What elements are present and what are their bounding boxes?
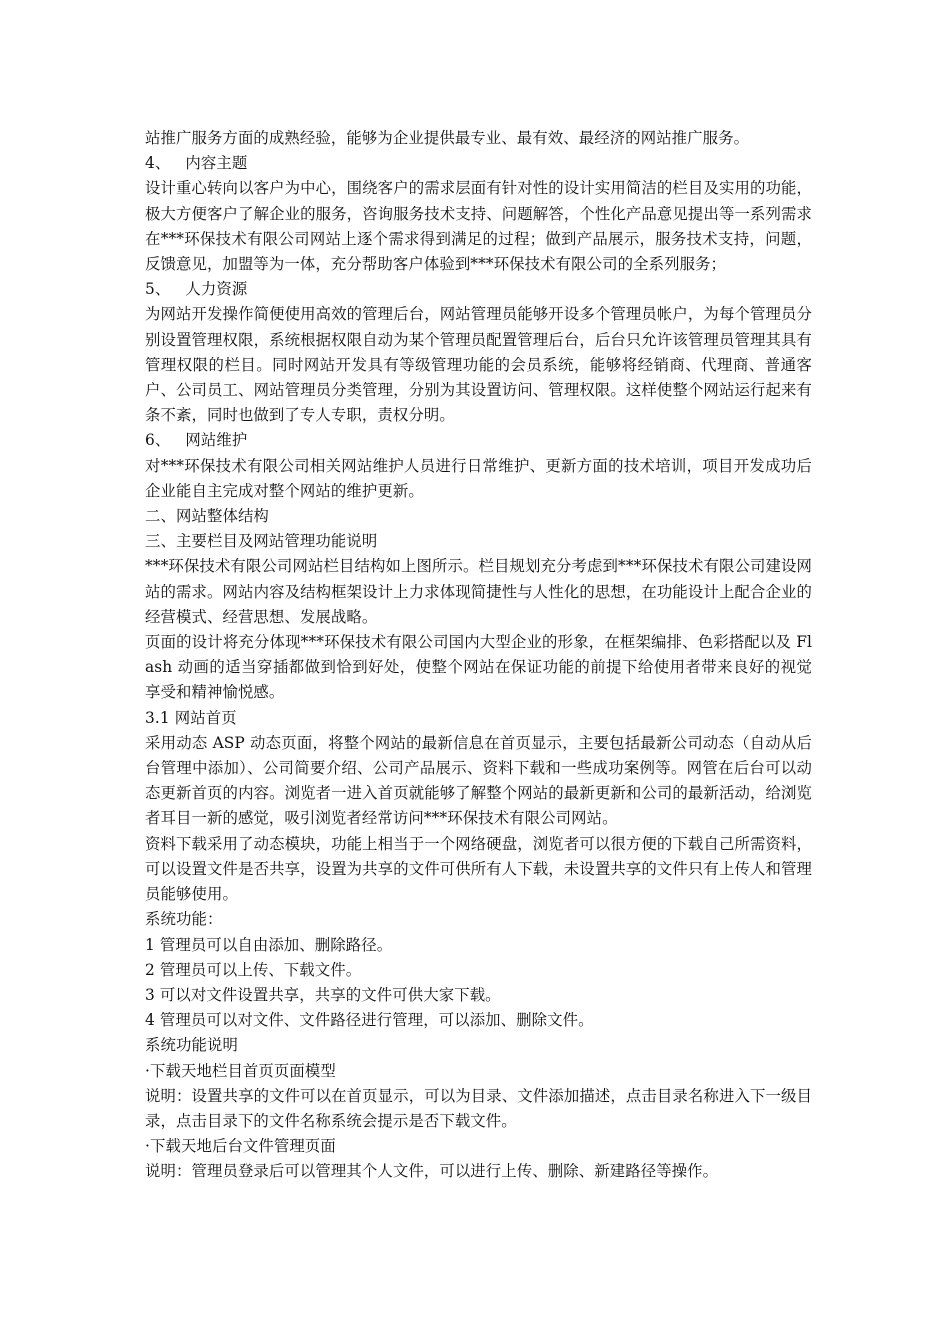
- paragraph-content-theme: 设计重心转向以客户为中心，围绕客户的需求层面有针对性的设计实用简洁的栏目及实用的功能，极大方便客户了解企业的服务，咨询服务技术支持、问题解答，个性化产品意见提出等一系列需求在***环保技术有限公司网站上逐个需求得到满足的过程；做到产品展示，服务技术支持，问题，反馈意见，加盟等为一体，充分帮助客户体验到***环保技术有限公司的全系列服务；: [145, 179, 812, 274]
- list-item-function-3: 3 可以对文件设置共享，共享的文件可供大家下载。: [145, 985, 501, 1004]
- heading-human-resources: 5、 人力资源: [145, 280, 248, 299]
- list-item-function-4: 4 管理员可以对文件、文件路径进行管理，可以添加、删除文件。: [145, 1011, 594, 1030]
- paragraph-download-module: 资料下载采用了动态模块，功能上相当于一个网络硬盘，浏览者可以很方便的下载自己所需资料，可以设置文件是否共享，设置为共享的文件可供所有人下载，未设置共享的文件只有上传人和管理员能够使用。: [145, 834, 812, 904]
- heading-site-structure: 二、网站整体结构: [145, 507, 269, 526]
- heading-main-columns: 三、主要栏目及网站管理功能说明: [145, 532, 378, 551]
- heading-download-homepage-model: ·下载天地栏目首页页面模型: [145, 1061, 336, 1080]
- heading-download-admin-page: ·下载天地后台文件管理页面: [145, 1137, 336, 1156]
- heading-system-functions: 系统功能：: [145, 910, 223, 929]
- list-item-function-1: 1 管理员可以自由添加、删除路径。: [145, 935, 393, 954]
- paragraph-human-resources: 为网站开发操作简便使用高效的管理后台，网站管理员能够开设多个管理员帐户，为每个管理员分别设置管理权限，系统根据权限自动为某个管理员配置管理后台，后台只允许该管理员管理其具有管理权限的栏目。同时网站开发具有等级管理功能的会员系统，能够将经销商、代理商、普通客户、公司员工、网站管理员分类管理，分别为其设置访问、管理权限。这样使整个网站运行起来有条不紊，同时也做到了专人专职，责权分明。: [145, 305, 812, 425]
- heading-function-description: 系统功能说明: [145, 1036, 238, 1055]
- heading-site-maintenance: 6、 网站维护: [145, 431, 248, 450]
- list-item-function-2: 2 管理员可以上传、下载文件。: [145, 960, 362, 979]
- heading-homepage: 3.1 网站首页: [145, 708, 237, 727]
- paragraph-column-structure: ***环保技术有限公司网站栏目结构如上图所示。栏目规划充分考虑到***环保技术有限公司建设网站的需求。网站内容及结构框架设计上力求体现简捷性与人性化的思想，在功能设计上配合企业的经营模式、经营思想、发展战略。: [145, 557, 812, 626]
- paragraph-homepage: 采用动态 ASP 动态页面，将整个网站的最新信息在首页显示，主要包括最新公司动态（自动从后台管理中添加）、公司简要介绍、公司产品展示、资料下载和一些成功案例等。网管在后台可以动态更新首页的内容。浏览者一进入首页就能够了解整个网站的最新更新和公司的最新活动，给浏览者耳目一新的感觉，吸引浏览者经常访问***环保技术有限公司网站。: [145, 733, 812, 828]
- paragraph-download-homepage-note: 说明：设置共享的文件可以在首页显示，可以为目录、文件添加描述，点击目录名称进入下一级目录，点击目录下的文件名称系统会提示是否下载文件。: [145, 1086, 812, 1130]
- paragraph-site-maintenance: 对***环保技术有限公司相关网站维护人员进行日常维护、更新方面的技术培训，项目开发成功后企业能自主完成对整个网站的维护更新。: [145, 456, 812, 500]
- paragraph-download-admin-note: 说明：管理员登录后可以管理其个人文件，可以进行上传、删除、新建路径等操作。: [145, 1162, 719, 1181]
- paragraph-page-design: 页面的设计将充分体现***环保技术有限公司国内大型企业的形象，在框架编排、色彩搭配以及 Flash 动画的适当穿插都做到恰到好处，使整个网站在保证功能的前提下给使用者带来良好的视觉享受和精神愉悦感。: [145, 633, 812, 702]
- document-body: [145, 126, 812, 1185]
- paragraph-seo-experience: 站推广服务方面的成熟经验，能够为企业提供最专业、最有效、最经济的网站推广服务。: [145, 129, 750, 147]
- heading-content-theme: 4、 内容主题: [145, 154, 248, 173]
